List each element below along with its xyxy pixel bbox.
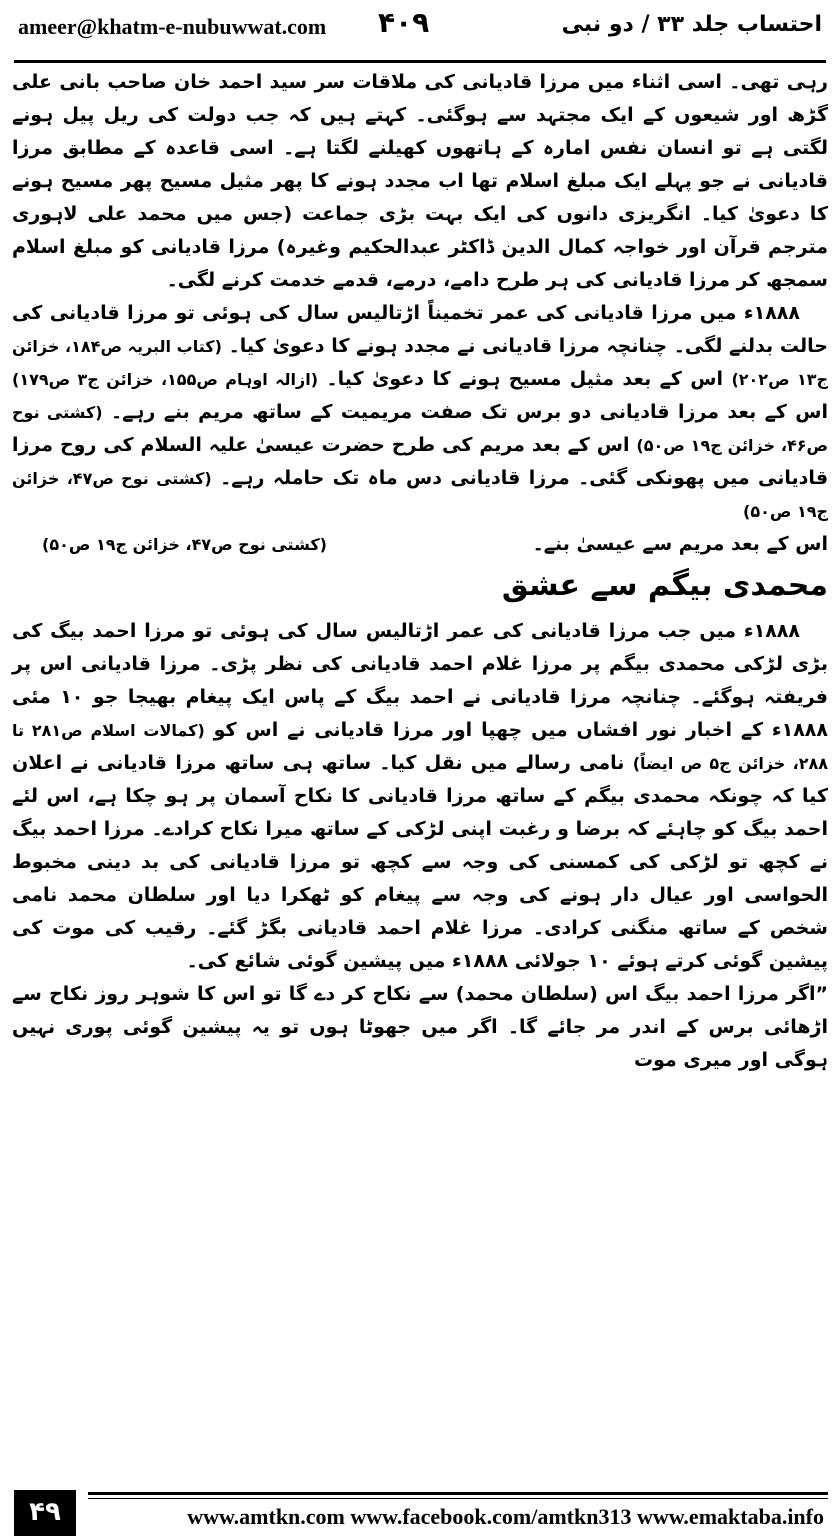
citation-1: (کتاب البریہ ص۱۸۴، خزائن ج۱۳ ص۲۰۲)	[12, 337, 829, 389]
citation-5: (کشتی نوح ص۴۷، خزائن ج۱۹ ص۵۰)	[42, 535, 327, 554]
page-footer	[0, 1486, 840, 1540]
header-email: ameer@khatm-e-nubuwwat.com	[18, 14, 327, 39]
paragraph-2c-text: اس کے بعد مرزا قادیانی دو برس تک صفت مریمیت کے ساتھ مریم بنے رہے۔	[110, 401, 828, 423]
paragraph-3-text: ۱۸۸۸ء میں جب مرزا قادیانی کی عمر اڑتالیس سال کی ہوئی تو مرزا احمد بیگ کی بڑی لڑکی محمدی بیگم پر مرزا غلام احمد قادیانی کی نظر پڑی۔ مرزا قادیانی اس پر فریفتہ ہوگئے۔ چنانچہ مرزا قادیانی نے احمد بیگ کے پاس ایک پیغام بھیجا جو ۱۰ مئی ۱۸۸۸ء کے اخبار نور افشاں میں چھپا اور مرزا قادیانی نے اس کو	[12, 620, 828, 741]
paragraph-2	[12, 297, 828, 528]
footer-links: www.amtkn.com www.facebook.com/amtkn313 www.emaktaba.info	[187, 1504, 824, 1529]
paragraph-2b-text: اس کے بعد مثیل مسیح ہونے کا دعویٰ کیا۔	[326, 368, 724, 390]
paragraph-3b-text: نامی رسالے میں نقل کیا۔ ساتھ ہی ساتھ مرزا قادیانی نے اعلان کیا کہ چونکہ محمدی بیگم کے ساتھ مرزا قادیانی کا نکاح آسمان پر ہو چکا ہے، اس لئے احمد بیگ کو چاہئے کہ برضا و رغبت اپنی لڑکی کے ساتھ میرا نکاح کرادے۔ مرزا احمد بیگ نے کچھ تو لڑکی کی کمسنی کی وجہ سے کچھ تو مرزا قادیانی کی بد دینی مخبوط الحواسی اور عیال دار ہونے کی وجہ سے پیغام کو ٹھکرا دیا اور سلطان محمد نامی شخص کے ساتھ منگنی کرادی۔ مرزا غلام احمد قادیانی بگڑ گئے۔ رقیب کی موت کی پیشین گوئی کرتے ہوئے ۱۰ جولائی ۱۸۸۸ء میں پیشین گوئی شائع کی۔	[12, 752, 828, 972]
footer-page-number: ۴۹	[14, 1490, 76, 1536]
paragraph-3	[12, 615, 828, 978]
citation-6: (کمالات اسلام ص۲۸۱ تا ۲۸۸، خزائن ج۵ ص ایضاً)	[12, 721, 828, 773]
citation-4: (کشتی نوح ص۴۷، خزائن ج۱۹ ص۵۰)	[12, 469, 828, 521]
closing-line	[12, 528, 828, 561]
paragraph-1: رہی تھی۔ اسی اثناء میں مرزا قادیانی کی ملاقات سر سید احمد خان صاحب بانی علی گڑھ اور شیعوں کے ایک مجتہد سے ہوگئی۔ کہتے ہیں کہ جب دولت کی ریل پیل ہونے لگتی ہے تو انسان نفس امارہ کے ہاتھوں کھیلنے لگتا ہے۔ اسی قاعدہ کے مطابق مرزا قادیانی نے جو پہلے ایک مبلغ اسلام تھا اب مجدد ہونے کا پھر مثیل مسیح پھر مسیح ہونے کا دعویٰ کیا۔ انگریزی دانوں کی ایک بہت بڑی جماعت (جس میں محمد علی لاہوری مترجم قرآن اور خواجہ کمال الدین ڈاکٹر عبدالحکیم وغیرہ) مرزا قادیانی کو مبلغ اسلام سمجھ کر مرزا قادیانی کی ہر طرح دامے، درمے، قدمے خدمت کرنے لگی۔	[12, 71, 828, 291]
quotation: ”اگر مرزا احمد بیگ اس (سلطان محمد) سے نکاح کر دے گا تو اس کا شوہر روز نکاح سے اڑھائی برس کے اندر مر جائے گا۔ اگر میں جھوٹا ہوں تو یہ پیشین گوئی پوری نہیں ہوگی اور میری موت	[12, 983, 828, 1071]
citation-2: (ازالہ اوہام ص۱۵۵، خزائن ج۳ ص۱۷۹)	[12, 370, 319, 389]
footer-rule-thin	[88, 1498, 828, 1499]
page-body	[12, 66, 828, 1460]
section-heading: محمدی بیگم سے عشق	[501, 568, 828, 603]
running-title: احتساب جلد ۳۳ / دو نبی	[561, 12, 822, 37]
page-header	[0, 0, 840, 62]
paragraph-2d-text: اس کے بعد مریم کی طرح حضرت عیسیٰ علیہ السلام کی روح مرزا قادیانی میں پھونکی گئی۔ مرزا قادیانی دس ماہ تک حاملہ رہے۔	[12, 434, 829, 489]
paragraph-2-text: ۱۸۸۸ء میں مرزا قادیانی کی عمر تخمیناً اڑتالیس سال کی ہوئی تو مرزا قادیانی کی حالت بدلنے لگی۔ چنانچہ مرزا قادیانی نے مجدد ہونے کا دعویٰ کیا۔	[12, 302, 828, 357]
citation-3: (کشتی نوح ص۴۶، خزائن ج۱۹ ص۵۰)	[12, 403, 829, 455]
header-page-number: ۴۰۹	[378, 6, 430, 39]
header-rule	[14, 60, 826, 63]
footer-rule-thick	[88, 1492, 828, 1495]
paragraph-2e-text: اس کے بعد مریم سے عیسیٰ بنے۔	[532, 533, 828, 555]
